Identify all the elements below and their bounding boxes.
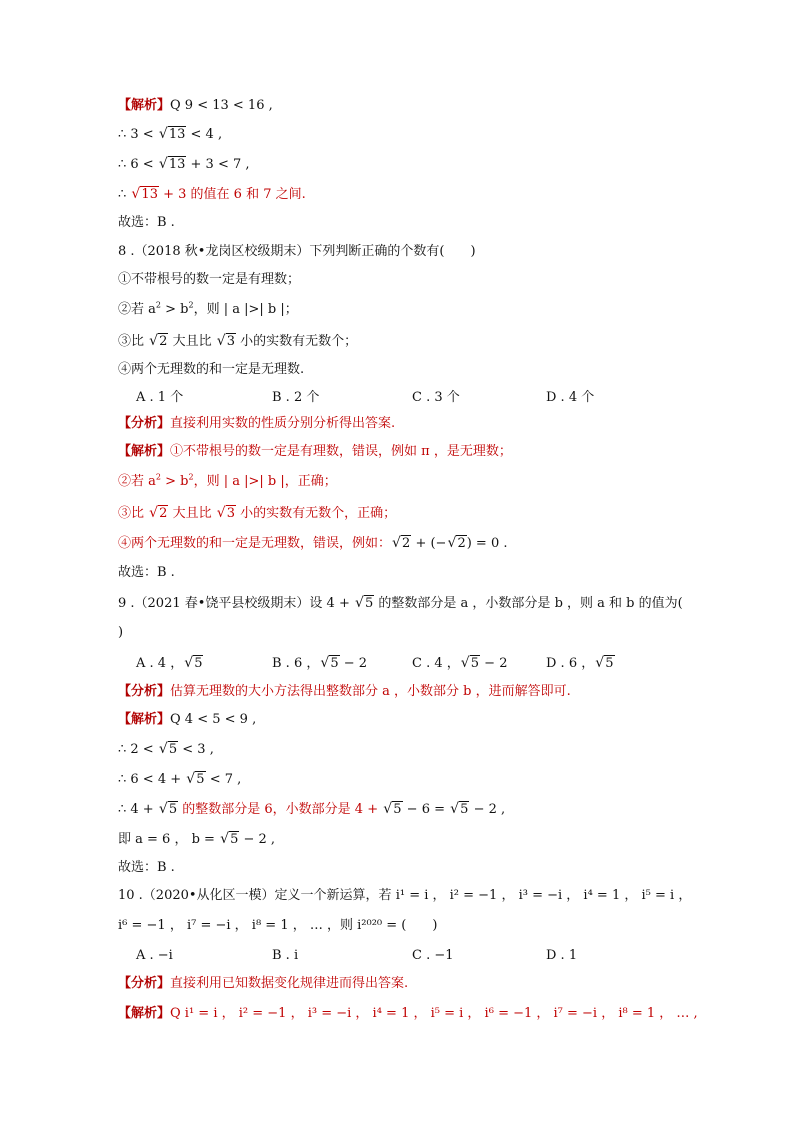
analysis-line: ∴ 3 < √ 13 < 4 , <box>118 125 688 145</box>
sqrt-expression: √ 13 <box>158 126 186 142</box>
analysis-line: ∴ 6 < 4 + √ 5 < 7 , <box>118 771 242 787</box>
fenxi-line: 【分析】直接利用实数的性质分别分析得出答案. <box>118 416 396 431</box>
option-b[interactable]: B . 6 ， √ 5 − 2 <box>272 655 368 671</box>
option-a[interactable]: A . 1 个 <box>136 390 184 405</box>
statement-1: ①不带根号的数一定是有理数； <box>118 272 301 287</box>
answer-line: 故选：B . <box>118 860 175 875</box>
analysis-line: ∴ √ 13 + 3 的值在 6 和 7 之间. <box>118 185 688 205</box>
option-c[interactable]: C . 4 ， √ 5 − 2 <box>412 655 508 671</box>
sqrt-expression: √ 13 <box>158 156 186 172</box>
statement-2: ②若 $a^2 > b^2$，则 | a |>| b |； <box>118 300 298 317</box>
option-d[interactable]: D . 4 个 <box>546 390 595 405</box>
analysis-line: ④两个无理数的和一定是无理数，错误，例如： √ 2 + (− √ 2) = 0 . <box>118 535 508 551</box>
analysis-line: ∴ 6 < √ 13 + 3 < 7 , <box>118 155 688 175</box>
option-d[interactable]: D . 1 <box>546 948 578 963</box>
analysis-line: 【解析】Q 4 < 5 < 9 , <box>118 712 257 727</box>
question-10-line2: i⁶ = −1 ， i⁷ = −i ， i⁸ = 1 ， … ，则 i²⁰²⁰ = ( ) <box>118 918 438 933</box>
analysis-line: ∴ 2 < √ 5 < 3 , <box>118 741 214 757</box>
option-c[interactable]: C . 3 个 <box>412 390 460 405</box>
statement-4: ④两个无理数的和一定是无理数. <box>118 362 305 377</box>
question-9-title: 9 .（2021 春•饶平县校级期末）设 4 + √ 5 的整数部分是 a ，小数部分是 b ，则 a 和 b 的值为( <box>118 595 683 611</box>
option-b[interactable]: B . i <box>272 948 299 963</box>
analysis-tag: 【解析】 <box>118 98 171 113</box>
question-10-title: 10 .（2020•从化区一模）定义一个新运算，若 i¹ = i ， i² = −1 ， i³ = −i ， i⁴ = 1 ， i⁵ = i ， <box>118 888 692 903</box>
analysis-line: 【解析】Q i¹ = i ， i² = −1 ， i³ = −i ， i⁴ = 1 ， i⁵ = i ， i⁶ = −1 ， i⁷ = −i ， i⁸ = 1 ， … , <box>118 1006 698 1021</box>
option-a[interactable]: A . 4 ， √ 5 <box>136 655 203 671</box>
analysis-line: 【解析】Q 9 < 13 < 16 , <box>118 98 273 113</box>
option-d[interactable]: D . 6 ， √ 5 <box>546 655 614 671</box>
option-b[interactable]: B . 2 个 <box>272 390 320 405</box>
option-c[interactable]: C . −1 <box>412 948 454 963</box>
fenxi-line: 【分析】直接利用已知数据变化规律进而得出答案. <box>118 976 409 991</box>
analysis-line: 即 a = 6 ， b = √ 5 − 2 , <box>118 831 276 847</box>
analysis-line: ∴ 4 + √ 5 的整数部分是 6，小数部分是 4 + √ 5 − 6 = √ 5 − 2 , <box>118 801 506 817</box>
question-8-title: 8 .（2018 秋•龙岗区校级期末）下列判断正确的个数有( ) <box>118 244 476 259</box>
option-a[interactable]: A . −i <box>136 948 173 963</box>
analysis-line: 【解析】①不带根号的数一定是有理数，错误，例如 π ，是无理数； <box>118 444 512 459</box>
answer-line: 故选：B . <box>118 565 175 580</box>
statement-3: ③比 √ 2 大且比 √ 3 小的实数有无数个； <box>118 333 358 349</box>
sqrt-expression: √ 13 <box>131 186 158 202</box>
question-9-title-end: ) <box>118 625 124 640</box>
answer-line: 故选：B . <box>118 215 175 230</box>
fenxi-line: 【分析】估算无理数的大小方法得出整数部分 a ，小数部分 b ，进而解答即可. <box>118 684 571 699</box>
analysis-line: ②若 $a^2 > b^2$，则 | a |>| b |，正确； <box>118 472 337 489</box>
analysis-line: ③比 √ 2 大且比 √ 3 小的实数有无数个，正确； <box>118 505 397 521</box>
